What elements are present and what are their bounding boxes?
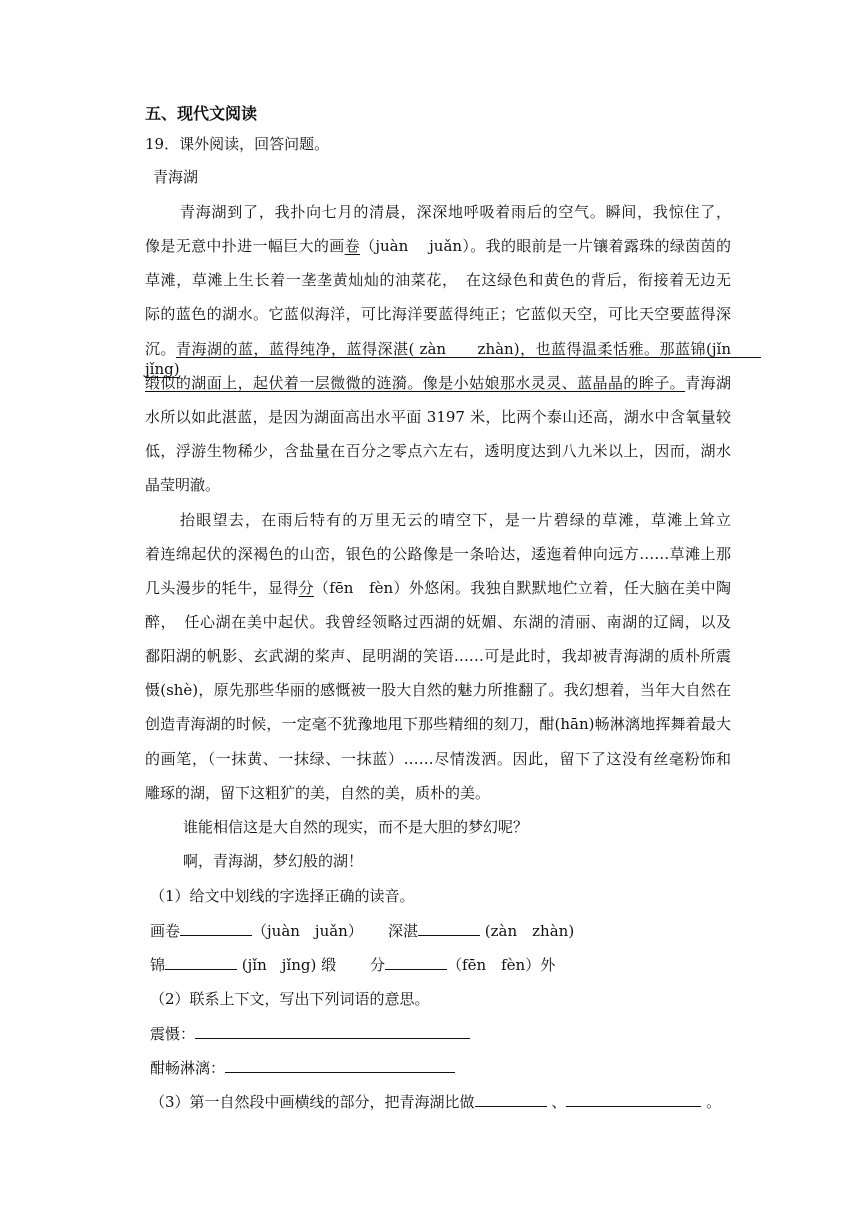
answer-blank[interactable] — [475, 1091, 547, 1107]
passage-line: 晶莹明澈。 — [145, 476, 221, 494]
passage-line: 草滩，草滩上生长着一垄垄黄灿灿的油菜花， 在这绿色和黄色的背后，衔接着无边无 — [145, 271, 731, 289]
passage-line: 沉。青海湖的蓝，蓝得纯净，蓝得深湛( zàn zhàn)，也蓝得温柔恬雅。那蓝锦(jǐn jǐng) — [145, 340, 761, 378]
answer-blank[interactable] — [566, 1091, 701, 1107]
answer-blank[interactable] — [385, 954, 447, 970]
passage-line: 醉， 任心湖在美中起伏。我曾经领略过西湖的妩媚、东湖的清丽、南湖的辽阔，以及 — [145, 613, 731, 631]
question-3: （3）第一自然段中画横线的部分，把青海湖比做 、 。 — [150, 1093, 722, 1111]
question-1: （1）给文中划线的字选择正确的读音。 — [150, 887, 415, 905]
passage-line: 的画笔，（一抹黄、一抹绿、一抹蓝）……尽情泼洒。因此，留下了这没有丝毫粉饰和 — [145, 750, 731, 768]
q1-row-2b: 分 （fēn fèn）外 — [370, 956, 556, 974]
passage-line: 几头漫步的牦牛，显得分（fēn fèn）外悠闲。我独自默默地伫立着，任大脑在美中陶 — [145, 579, 731, 597]
passage-line: 际的蓝色的湖水。它蓝似海洋，可比海洋要蓝得纯正；它蓝似天空，可比天空要蓝得深 — [145, 305, 731, 323]
section-title: 五、现代文阅读 — [145, 104, 258, 123]
passage-line: 水所以如此湛蓝，是因为湖面高出水平面 3197 米，比两个泰山还高，湖水中含氧量较 — [145, 408, 731, 426]
answer-blank[interactable] — [180, 920, 252, 936]
q2-row-1: 震慑： — [150, 1023, 470, 1044]
q2-row-2: 酣畅淋漓： — [150, 1057, 455, 1078]
passage-line: 谁能相信这是大自然的现实，而不是大胆的梦幻呢？ — [183, 818, 529, 836]
underlined-sentence: 青海湖的蓝，蓝得纯净，蓝得深湛( zàn zhàn)，也蓝得温柔恬雅。那蓝锦(jǐn jǐng) — [145, 340, 761, 378]
underlined-char: 卷 — [344, 237, 361, 255]
q1-item-huajuan: 画卷 — [150, 922, 181, 940]
passage-line: 青海湖到了，我扑向七月的清晨，深深地呼吸着雨后的空气。瞬间，我惊住了， — [180, 203, 731, 221]
underlined-char: 分 — [298, 579, 314, 597]
answer-blank[interactable] — [195, 1023, 470, 1039]
question-intro: 19．课外阅读，回答问题。 — [145, 135, 330, 153]
passage-line: 低，浮游生物稀少，含盐量在百分之零点六左右，透明度达到八九米以上，因而，湖水 — [145, 442, 731, 460]
q1-row-1: 画卷 （juàn juǎn） — [150, 922, 363, 940]
passage-line: 像是无意中扑进一幅巨大的画卷（juàn juǎn）。我的眼前是一片镶着露珠的绿茵茵的 — [145, 237, 731, 255]
passage-line: 鄱阳湖的帆影、玄武湖的桨声、昆明湖的笑语……可是此时，我却被青海湖的质朴所震 — [145, 647, 731, 665]
passage-line: 慑(shè)，原先那些华丽的感慨被一股大自然的魅力所推翻了。我幻想着，当年大自然在 — [145, 681, 731, 699]
passage-line: 啊，青海湖，梦幻般的湖！ — [183, 852, 364, 870]
passage-line: 缎似的湖面上，起伏着一层微微的涟漪。像是小姑娘那水灵灵、蓝晶晶的眸子。青海湖 — [145, 374, 731, 392]
answer-blank[interactable] — [418, 920, 480, 936]
underlined-sentence: 缎似的湖面上，起伏着一层微微的涟漪。像是小姑娘那水灵灵、蓝晶晶的眸子。 — [145, 374, 686, 392]
passage-line: 着连绵起伏的深褐色的山峦，银色的公路像是一条哈达，逶迤着伸向远方……草滩上那 — [145, 545, 731, 563]
passage-line: 抬眼望去，在雨后特有的万里无云的晴空下，是一片碧绿的草滩，草滩上耸立 — [180, 511, 731, 529]
q1-row-1b: 深湛 (zàn zhàn) — [388, 922, 575, 940]
q1-row-2: 锦 (jǐn jǐng) 缎 — [150, 956, 337, 974]
question-2: （2）联系上下文，写出下列词语的意思。 — [150, 990, 430, 1008]
passage-line: 雕琢的湖，留下这粗犷的美，自然的美，质朴的美。 — [145, 784, 491, 802]
passage-line: 创造青海湖的时候，一定毫不犹豫地甩下那些精细的刻刀，酣(hān)畅淋漓地挥舞着最大 — [145, 715, 731, 733]
answer-blank[interactable] — [225, 1057, 455, 1073]
answer-blank[interactable] — [165, 954, 237, 970]
passage-title: 青海湖 — [153, 168, 199, 186]
